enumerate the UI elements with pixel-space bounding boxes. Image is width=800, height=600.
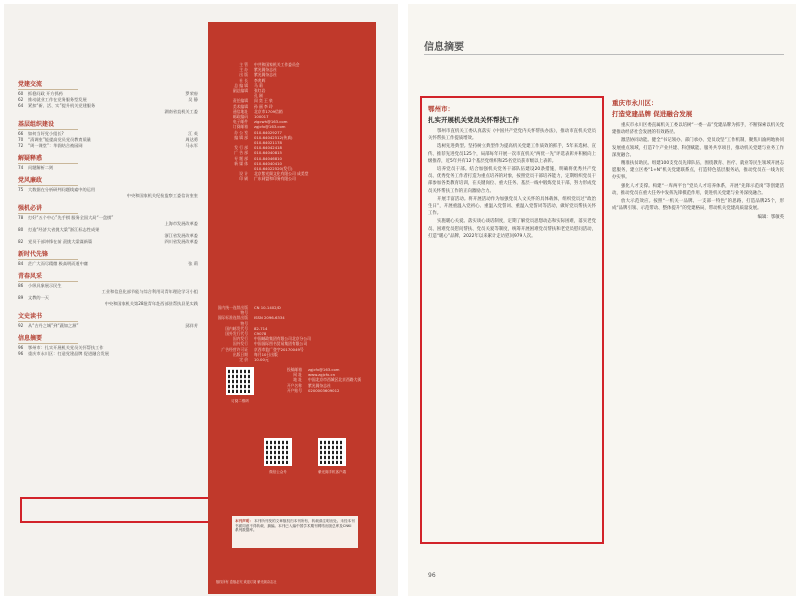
meta-value: 中国国际图书贸易集团有限公司 bbox=[254, 341, 308, 347]
toc-section bbox=[18, 333, 198, 357]
meta-key: 国内发行 bbox=[232, 336, 248, 342]
toc-section bbox=[18, 203, 198, 245]
toc-section bbox=[18, 311, 198, 329]
section-divider bbox=[424, 54, 784, 55]
toc-page-number: 96 bbox=[18, 345, 24, 350]
meta-value: 紫光阁杂志社 bbox=[254, 72, 277, 78]
meta-key: 主 管 bbox=[239, 62, 248, 67]
meta-key: 国内邮发代号 bbox=[225, 325, 248, 331]
article-paragraph: 强化人才支撑。构建“一库两平台”党员人才培养体系，开展“先锋示范岗”等创建活动，推动党员在重大任务中发挥先锋模范作用，促进机关党建与业务深度融合。 bbox=[612, 183, 784, 196]
meta-key: 国外发行 bbox=[232, 341, 248, 347]
article-title: 扎实开展机关党员关怀帮扶工作 bbox=[428, 116, 519, 124]
toc-entry-title: 党员干部冲锋在前 责挑大梁谋新篇 bbox=[28, 239, 93, 244]
toc-entry-title: 打造“经济大省挑大梁”浙江标志性成果 bbox=[28, 227, 100, 232]
article-paragraph: 培养党员干部。结合加强机关党务干部队伍建设20条措施，明确将优秀共产党员、优秀党务工作者打造为重点培养的对象，按照党员干部培养能力，定期组织党员干部参加各类教育培训，在关键岗位、重大任务、基层一线中锻炼党员干部，努力形成党员关怀帮扶工作的正向激励合力。 bbox=[428, 167, 596, 194]
meta-key: 通信地址 bbox=[232, 108, 248, 114]
meta-value: 闵 奕 王 泉 bbox=[254, 98, 273, 104]
toc-entry-author: 吴 静 bbox=[188, 97, 198, 102]
notice-label: 本刊声明： bbox=[235, 519, 253, 523]
meta-value: 每月10日出版 bbox=[254, 351, 278, 357]
toc-entry[interactable] bbox=[18, 239, 198, 245]
toc-page-number: 74 bbox=[18, 165, 24, 170]
toc-entry[interactable] bbox=[18, 261, 198, 267]
toc-section bbox=[18, 175, 198, 199]
toc-page-number: 89 bbox=[18, 295, 24, 300]
toc-page-number: 84 bbox=[18, 261, 24, 266]
qr-code-subscribe[interactable] bbox=[226, 367, 254, 395]
toc-section-title: 文史读书 bbox=[18, 311, 78, 322]
meta-value: 100017 bbox=[254, 114, 269, 120]
meta-key: 国内统一连续出版物号 bbox=[217, 305, 248, 316]
article-paragraph: 激活协同动能。健全“书记领办、部门承办、党员攻坚”工作机制，聚焦川渝两地协同发展重点领域，打造7个产业共建、科创赋能、服务共享项目，推动机关党建与业务工作深度融合。 bbox=[612, 138, 784, 158]
meta-value: www.zgjcfx.cn bbox=[308, 372, 336, 378]
article-ezhou bbox=[420, 96, 604, 544]
toc-entry[interactable] bbox=[18, 323, 198, 329]
meta-key: 出 版 bbox=[239, 72, 248, 78]
meta-key: 网 址 bbox=[293, 372, 302, 378]
meta-value: 010-64042418 bbox=[254, 145, 282, 151]
article-paragraph: 实施暖心关爱。落实谈心谈话制度，定期了解党员思想动态和实际困难，落实老党员、困难党员慰问帮扶、党员关爱等制度，统筹开展困难党员帮扶和老党员慰问活动，打造“暖心”品牌，2022年以来累计走访慰问979人次。 bbox=[428, 219, 596, 239]
meta-value: 010-64042512(传真) bbox=[254, 134, 293, 140]
meta-value: 中共和国家机关工作委员会 bbox=[254, 62, 300, 67]
meta-key: 国际标准连续出版物号 bbox=[217, 315, 248, 326]
article-region: 鄂州市： bbox=[428, 105, 454, 113]
pubinfo-row bbox=[214, 315, 370, 325]
meta-key: 发 行 部 bbox=[234, 145, 248, 151]
meta-key: 投稿邮箱 bbox=[286, 367, 302, 372]
masthead-row bbox=[214, 176, 370, 181]
table-of-contents bbox=[18, 79, 198, 549]
toc-entry-author: 四川省发展改革委 bbox=[164, 239, 198, 244]
toc-entry-title: “清调室”能提高党员党员教育质量 bbox=[28, 137, 91, 142]
article-yongchuan bbox=[612, 98, 784, 221]
meta-key: 专 题 部 bbox=[234, 155, 248, 161]
meta-value: 010-64021178 bbox=[254, 140, 282, 146]
meta-key: 国外发行代号 bbox=[225, 331, 248, 337]
toc-entry-title: “周一课堂”：华润结合被园网 bbox=[28, 143, 83, 148]
toc-entry-title: 紧扣“新、活、实”提升机关党建服务 bbox=[28, 103, 96, 108]
toc-section bbox=[18, 249, 198, 267]
meta-key: 电子邮件 bbox=[232, 119, 248, 125]
toc-page-number: 96 bbox=[18, 351, 24, 356]
toc-entry-title: 浙江省发展改革委 bbox=[164, 233, 198, 238]
toc-page-number: 66 bbox=[18, 131, 24, 136]
meta-key: 广告经营许可证 bbox=[221, 346, 248, 352]
meta-value: 82-714 bbox=[254, 325, 268, 331]
toc-section-title: 党建交流 bbox=[18, 79, 78, 90]
meta-key: 责任编辑 bbox=[232, 98, 248, 104]
toc-entry-title: 文教的一天 bbox=[28, 295, 49, 300]
footer-text: 版权所有 盗版必究 欢迎订阅 紫光阁杂志社 bbox=[216, 580, 277, 584]
toc-page bbox=[4, 4, 398, 596]
meta-value: 0200003609012 bbox=[308, 387, 340, 393]
community-info bbox=[268, 367, 368, 393]
meta-value: 010-64029277 bbox=[254, 129, 282, 135]
pubinfo-row bbox=[214, 357, 370, 362]
page-number: 96 bbox=[428, 572, 436, 579]
toc-entry[interactable] bbox=[18, 193, 198, 199]
meta-value: 010-64022520(发行) bbox=[254, 166, 293, 172]
toc-entry-title: 小纵具象展示民生 bbox=[28, 283, 62, 288]
meta-key: 订阅邮箱 bbox=[232, 124, 248, 130]
meta-value: 张红岩 bbox=[254, 88, 266, 94]
toc-page-number: 64 bbox=[18, 103, 24, 108]
qr-code-wechat[interactable] bbox=[264, 438, 292, 466]
notice-text: 本刊所刊发的文章版权归本刊所有，转载请注明出处。未经本刊书面同意不得转载、摘编。本刊已入编中国学术期刊网络出版总库及CNKI系列数据库。 bbox=[235, 519, 355, 533]
toc-entry-title: 湖南省直机关工委 bbox=[164, 109, 198, 114]
toc-page-number: 92 bbox=[18, 323, 24, 328]
toc-entry-title: 推动就业工作在党务服务型发展 bbox=[28, 97, 87, 102]
qr-label-3: 紫光阁手机客户端 bbox=[318, 470, 346, 474]
toc-section bbox=[18, 119, 198, 149]
toc-page-number: 70 bbox=[18, 137, 24, 142]
toc-page-number: 82 bbox=[18, 239, 24, 244]
meta-value: 010-64040410 bbox=[254, 160, 282, 166]
toc-entry-title: 中央和国家机关第28批青年赴西部驻帮扶县见实践 bbox=[104, 301, 198, 306]
toc-entry-author: 江 英 bbox=[188, 131, 198, 136]
masthead-panel bbox=[208, 22, 376, 594]
editor-credit: 编辑：鄂敏英 bbox=[757, 215, 784, 221]
toc-section-title: 解疑释惑 bbox=[18, 153, 78, 164]
toc-entry-title: 鄂州市：扎实开展机关党员关怀帮扶工作 bbox=[28, 345, 104, 350]
meta-value: 010-84046810 bbox=[254, 155, 282, 161]
article-body bbox=[612, 122, 784, 212]
toc-entry-author: 周达勇 bbox=[185, 137, 198, 142]
meta-value: CN 10-1402/D bbox=[254, 305, 281, 310]
meta-key: 邮政编码 bbox=[232, 114, 248, 120]
toc-section-title: 强机必讲 bbox=[18, 203, 78, 214]
meta-key: 编 辑 部 bbox=[234, 134, 248, 140]
toc-entry[interactable] bbox=[18, 165, 198, 171]
toc-section-title: 新时代先锋 bbox=[18, 249, 78, 260]
toc-entry-author: 邱祥芳 bbox=[185, 323, 198, 328]
meta-key: 广 告 部 bbox=[234, 150, 248, 156]
meta-key: 办 公 室 bbox=[234, 129, 248, 135]
meta-key: 开户账号 bbox=[286, 387, 302, 393]
toc-section bbox=[18, 79, 198, 115]
toc-section-title: 党风廉政 bbox=[18, 175, 78, 186]
meta-value: 孔 刚 bbox=[254, 93, 263, 99]
article-body bbox=[428, 128, 596, 240]
meta-value: ISSN 2096-6334 bbox=[254, 315, 285, 321]
article-paragraph: 选树先进典型。坚持树立典型作为提高机关党建工作质效的抓手，5年来选树、宣传、推荐先进党员125个，局部每年开展一次市直机关“两优一先”评选表彰并积极向上级推荐，近5年共有12个基层党组织和25名党员获市级以上表彰。 bbox=[428, 144, 596, 164]
masthead-info bbox=[214, 62, 370, 182]
meta-value: 李兆辉 bbox=[254, 77, 266, 83]
meta-key: 出版日期 bbox=[232, 351, 248, 357]
meta-value: zgjcfx@163.com bbox=[254, 124, 286, 130]
toc-page-number: 86 bbox=[18, 283, 24, 288]
meta-key: 开户名称 bbox=[286, 382, 302, 388]
meta-value: 北京紫光阁文化有限公司 成美堂 bbox=[254, 171, 309, 177]
article-paragraph: 鄂州市直机关工委认真落实《中国共产党党内关怀帮扶办法》，推动市直机关党员关怀帮扶工作提质增效。 bbox=[428, 129, 596, 142]
toc-entry-title: 大数据在分析研判问题线索中的运用 bbox=[28, 187, 96, 192]
toc-entry-author: 罗荣府 bbox=[185, 91, 198, 96]
toc-section-title: 基层组织建设 bbox=[18, 119, 78, 130]
article-title: 打造党建品牌 促进融合发展 bbox=[612, 110, 693, 118]
toc-page-number: 78 bbox=[18, 215, 24, 220]
toc-highlight-box bbox=[20, 497, 210, 523]
article-paragraph: 精准扶贫助民。组建100支党员先锋队伍，围绕教育、医疗、就业等民生领域开展志愿服务，建立区委“1+N”机关党建联系点，打造特色基层服务站，推动党员在一线为民办实事。 bbox=[612, 161, 784, 181]
toc-entry-title: 抓稳问政 开方抓药 bbox=[28, 91, 63, 96]
toc-entry-author: 马永军 bbox=[185, 143, 198, 148]
toc-entry-title: 如何当好党小组长? bbox=[28, 131, 64, 136]
toc-entry[interactable] bbox=[18, 301, 198, 307]
meta-key: 社 长 bbox=[239, 77, 248, 83]
meta-value: 马 莉 bbox=[254, 82, 263, 88]
toc-page-number: 62 bbox=[18, 97, 24, 102]
article-paragraph: 开展丰富活动。将开展活动作为加强党员人文关怀的具体载体，组织党员过“政治生日”，开展重温入党初心、重温入党誓词、重温入党誓词等活动，做好党员帮扶关怀工作。 bbox=[428, 196, 596, 217]
qr-label-2: 微信公众号 bbox=[269, 470, 287, 474]
meta-value: 紫光阁杂志社 bbox=[254, 67, 277, 73]
toc-page-number: 72 bbox=[18, 143, 24, 148]
toc-entry-title: 上海市发展改革委 bbox=[164, 221, 198, 226]
toc-entry-title: 从“古丹之城”到“蔬如之源” bbox=[28, 323, 79, 328]
copyright-notice bbox=[232, 516, 358, 548]
meta-value: 京西市监广登字20170049号 bbox=[254, 346, 304, 352]
qr-code-app[interactable] bbox=[318, 438, 346, 466]
meta-value: 中国北京市西城区北京西路大街 bbox=[308, 377, 362, 383]
toc-section bbox=[18, 153, 198, 171]
meta-key: 定 价 bbox=[239, 357, 248, 363]
meta-key: 新 媒 体 bbox=[234, 160, 248, 166]
toc-page-number: 80 bbox=[18, 227, 24, 232]
meta-key: 设 计 bbox=[239, 171, 248, 177]
toc-section bbox=[18, 271, 198, 307]
meta-value: 广东同盟和印务有限公司 bbox=[254, 176, 296, 182]
meta-value: zgjcfx@163.com bbox=[308, 367, 340, 372]
toc-entry[interactable] bbox=[18, 109, 198, 115]
community-row bbox=[268, 388, 368, 393]
toc-page-number: 75 bbox=[18, 187, 24, 192]
meta-key: 印 刷 bbox=[239, 176, 248, 182]
toc-entry-title: 中央和国家机关纪检监察工委信访室室 bbox=[126, 193, 198, 198]
meta-key: 地 址 bbox=[293, 377, 302, 383]
meta-value: 10.00元 bbox=[254, 357, 269, 363]
meta-value: 孙 丽 李 玲 bbox=[254, 103, 273, 109]
toc-section-title: 青春风采 bbox=[18, 271, 78, 282]
article-paragraph: 放大示范效应。按照“一机关一品牌、一支部一特色”的思路，打造品牌25个，形成“品牌引领、示范带动、整体提升”的党建格局，带动机关党建高质量发展。 bbox=[612, 199, 784, 212]
article-page bbox=[408, 4, 796, 596]
toc-entry-title: 问题解析二则 bbox=[28, 165, 54, 170]
qr-label-1: 订阅二维码 bbox=[231, 399, 249, 403]
toc-entry-title: 重庆市永川区：打造党建品牌 促进融合发展 bbox=[28, 351, 109, 356]
meta-value: 北京市1709信箱 bbox=[254, 108, 283, 114]
toc-entry-title: 打好“五个中心”先手棋 服务全国大局“一盘棋” bbox=[28, 215, 114, 220]
toc-entry[interactable] bbox=[18, 143, 198, 149]
meta-value: 紫光阁杂志社 bbox=[308, 382, 331, 388]
toc-page-number: 60 bbox=[18, 91, 24, 96]
publication-info bbox=[214, 305, 370, 362]
meta-key: 主 办 bbox=[239, 67, 248, 73]
section-title: 信息摘要 bbox=[424, 42, 464, 53]
toc-entry[interactable] bbox=[18, 351, 198, 357]
toc-entry-title: 茫广大而尽精微 极高明而道中庸 bbox=[28, 261, 88, 266]
meta-value: 010-64040815 bbox=[254, 150, 282, 156]
pubinfo-row bbox=[214, 305, 370, 315]
article-region: 重庆市永川区： bbox=[612, 99, 658, 107]
meta-value: zigcwh@163.com bbox=[254, 119, 288, 125]
meta-value: 中国邮政集团有限公司北京分公司 bbox=[254, 336, 311, 342]
toc-entry-title: 工业和信息化部节能与综合利用司青年理论学习小组 bbox=[101, 289, 198, 294]
toc-section-title: 信息摘要 bbox=[18, 333, 78, 344]
article-paragraph: 重庆市永川区委直属机关工委以培树“一委一品”党建品牌为抓手，不断探索以机关党建推动经济社会发展的有效路径。 bbox=[612, 123, 784, 136]
meta-value: C9078 bbox=[254, 331, 267, 337]
toc-entry-author: 张 莉 bbox=[188, 261, 198, 266]
meta-key: 美术编辑 bbox=[232, 103, 248, 109]
meta-key: 总 编 辑 bbox=[234, 82, 248, 88]
meta-key: 副总编辑 bbox=[232, 88, 248, 94]
